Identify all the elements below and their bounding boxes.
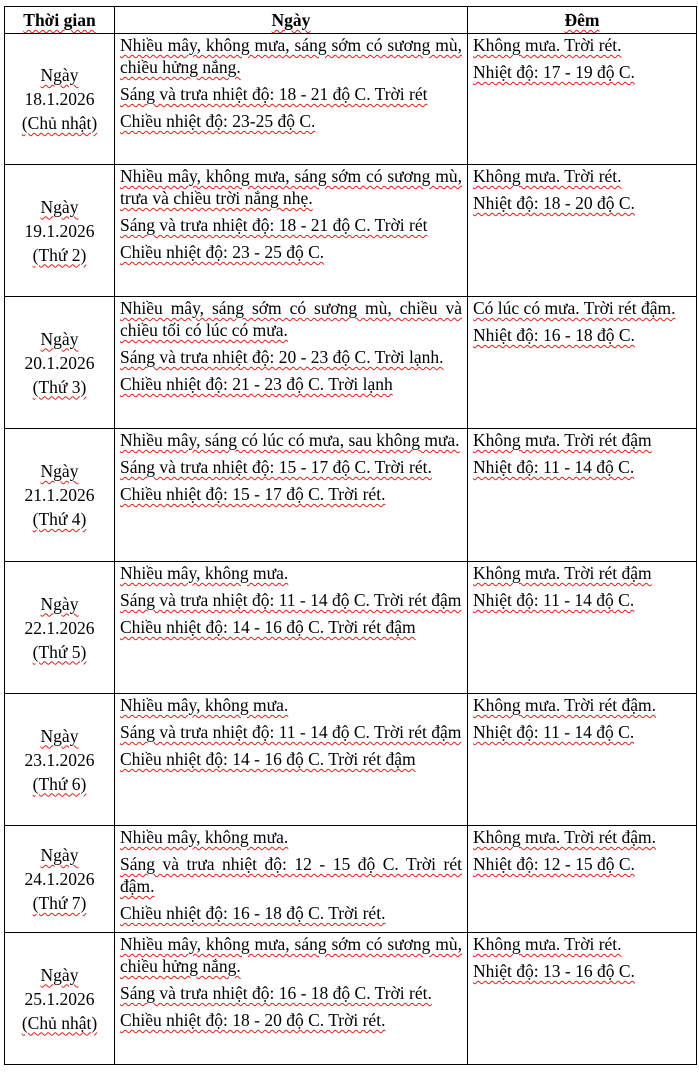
weekday: (Thứ 3) <box>32 376 87 397</box>
night-forecast-line: Không mưa. Trời rét đậm. <box>473 695 657 715</box>
day-forecast-cell <box>115 826 468 933</box>
weekday: (Thứ 4) <box>32 509 87 529</box>
day-forecast-line: Chiều nhiệt độ: 21 - 23 độ C. Trời lạnh <box>120 374 393 394</box>
night-forecast-line: Không mưa. Trời rét. <box>473 35 622 55</box>
time-cell <box>5 694 115 826</box>
table-row <box>5 826 697 933</box>
date: 25.1.2026 <box>24 988 95 1009</box>
day-forecast-line: Nhiều mây, không mưa. <box>120 827 289 847</box>
day-forecast-cell <box>115 694 468 826</box>
time-cell <box>5 933 115 1065</box>
night-forecast-cell <box>468 826 697 933</box>
night-forecast-line: Nhiệt độ: 17 - 19 độ C. <box>473 62 635 82</box>
day-forecast-line: Chiều nhiệt độ: 16 - 18 độ C. Trời rét. <box>120 903 386 923</box>
date: 19.1.2026 <box>24 220 95 241</box>
table-row <box>5 165 697 297</box>
night-forecast-line: Nhiệt độ: 11 - 14 độ C. <box>473 722 635 742</box>
day-label: Ngày <box>40 725 79 746</box>
day-forecast-line: Sáng và trưa nhiệt độ: 20 - 23 độ C. Trời lạnh. <box>120 347 444 367</box>
night-forecast-cell <box>468 165 697 297</box>
table-row <box>5 297 697 429</box>
day-forecast-line: Sáng và trưa nhiệt độ: 11 - 14 độ C. Trời rét đậm <box>120 590 462 610</box>
day-label: Ngày <box>40 196 79 217</box>
day-label: Ngày <box>40 964 79 985</box>
day-label: Ngày <box>40 328 79 349</box>
day-forecast-cell <box>115 34 468 165</box>
date: 23.1.2026 <box>24 749 95 770</box>
night-forecast-cell <box>468 933 697 1065</box>
date: 21.1.2026 <box>24 485 95 505</box>
table-row <box>5 34 697 165</box>
night-forecast-cell <box>468 34 697 165</box>
day-forecast-line: Nhiều mây, sáng sớm có sương mù, chiều và chiều tối có lúc có mưa. <box>120 298 462 340</box>
day-forecast-line: Nhiều mây, không mưa. <box>120 695 289 715</box>
night-forecast-line: Không mưa. Trời rét. <box>473 934 622 954</box>
day-forecast-line: Nhiều mây, không mưa, sáng sớm có sương mù, chiều hửng nắng. <box>120 35 462 77</box>
day-forecast-line: Nhiều mây, sáng có lúc có mưa, sau không mưa. <box>120 430 460 450</box>
day-forecast-line: Sáng và trưa nhiệt độ: 16 - 18 độ C. Trời rét. <box>120 983 432 1003</box>
day-forecast-line: Nhiều mây, không mưa, sáng sớm có sương mù, trưa và chiều trời nắng nhẹ. <box>120 166 462 208</box>
day-forecast-line: Sáng và trưa nhiệt độ: 15 - 17 độ C. Trời rét. <box>120 457 432 477</box>
weekday: (Chủ nhật) <box>21 113 98 133</box>
night-forecast-line: Nhiệt độ: 11 - 14 độ C. <box>473 590 635 610</box>
table-row <box>5 429 697 562</box>
day-forecast-cell <box>115 297 468 429</box>
night-forecast-line: Không mưa. Trời rét đậm <box>473 563 652 583</box>
night-forecast-line: Không mưa. Trời rét đậm. <box>473 827 657 847</box>
night-forecast-line: Nhiệt độ: 16 - 18 độ C. <box>473 325 635 345</box>
day-forecast-line: Sáng và trưa nhiệt độ: 12 - 15 độ C. Trời rét đậm. <box>120 854 462 896</box>
day-forecast-line: Sáng và trưa nhiệt độ: 18 - 21 độ C. Trời rét <box>120 84 428 104</box>
night-forecast-cell <box>468 297 697 429</box>
day-forecast-cell <box>115 429 468 562</box>
header-day: Ngày <box>115 7 468 34</box>
night-forecast-line: Nhiệt độ: 11 - 14 độ C. <box>473 457 635 477</box>
day-forecast-line: Nhiều mây, không mưa. <box>120 563 289 583</box>
day-forecast-line: Chiều nhiệt độ: 14 - 16 độ C. Trời rét đậm <box>120 617 416 637</box>
weekday: (Chủ nhật) <box>21 1012 98 1033</box>
date: 22.1.2026 <box>24 617 95 638</box>
day-label: Ngày <box>40 65 79 85</box>
day-forecast-line: Chiều nhiệt độ: 23-25 độ C. <box>120 111 316 131</box>
day-forecast-cell <box>115 933 468 1065</box>
day-forecast-line: Nhiều mây, không mưa, sáng sớm có sương mù, chiều hửng nắng. <box>120 934 462 976</box>
night-forecast-cell <box>468 562 697 694</box>
day-forecast-line: Sáng và trưa nhiệt độ: 18 - 21 độ C. Trời rét <box>120 215 428 235</box>
header-night: Đêm <box>468 7 697 34</box>
weekday: (Thứ 6) <box>32 773 87 794</box>
time-cell <box>5 826 115 933</box>
day-forecast-line: Chiều nhiệt độ: 15 - 17 độ C. Trời rét. <box>120 484 386 504</box>
day-forecast-cell <box>115 562 468 694</box>
night-forecast-line: Không mưa. Trời rét. <box>473 166 622 186</box>
day-forecast-line: Chiều nhiệt độ: 14 - 16 độ C. Trời rét đậm <box>120 749 416 769</box>
table-row <box>5 933 697 1065</box>
day-forecast-line: Chiều nhiệt độ: 23 - 25 độ C. <box>120 242 325 262</box>
time-cell <box>5 34 115 165</box>
night-forecast-line: Nhiệt độ: 12 - 15 độ C. <box>473 854 635 874</box>
night-forecast-cell <box>468 694 697 826</box>
night-forecast-line: Nhiệt độ: 13 - 16 độ C. <box>473 961 635 981</box>
time-cell <box>5 165 115 297</box>
night-forecast-line: Có lúc có mưa. Trời rét đậm. <box>473 298 676 318</box>
weather-forecast-table <box>4 6 697 1065</box>
date: 18.1.2026 <box>24 89 95 109</box>
day-forecast-line: Sáng và trưa nhiệt độ: 11 - 14 độ C. Trời rét đậm <box>120 722 462 742</box>
weekday: (Thứ 5) <box>32 641 87 662</box>
weekday: (Thứ 2) <box>32 244 87 265</box>
time-cell <box>5 562 115 694</box>
day-label: Ngày <box>40 461 79 481</box>
date: 24.1.2026 <box>24 869 95 889</box>
table-row <box>5 562 697 694</box>
day-label: Ngày <box>40 593 79 614</box>
night-forecast-line: Không mưa. Trời rét đậm <box>473 430 652 450</box>
weekday: (Thứ 7) <box>32 893 87 913</box>
header-row <box>5 7 697 34</box>
time-cell <box>5 429 115 562</box>
time-cell <box>5 297 115 429</box>
day-forecast-line: Chiều nhiệt độ: 18 - 20 độ C. Trời rét. <box>120 1010 386 1030</box>
night-forecast-line: Nhiệt độ: 18 - 20 độ C. <box>473 193 635 213</box>
day-label: Ngày <box>40 845 79 865</box>
header-time: Thời gian <box>5 7 115 34</box>
day-forecast-cell <box>115 165 468 297</box>
night-forecast-cell <box>468 429 697 562</box>
date: 20.1.2026 <box>24 352 95 373</box>
table-row <box>5 694 697 826</box>
